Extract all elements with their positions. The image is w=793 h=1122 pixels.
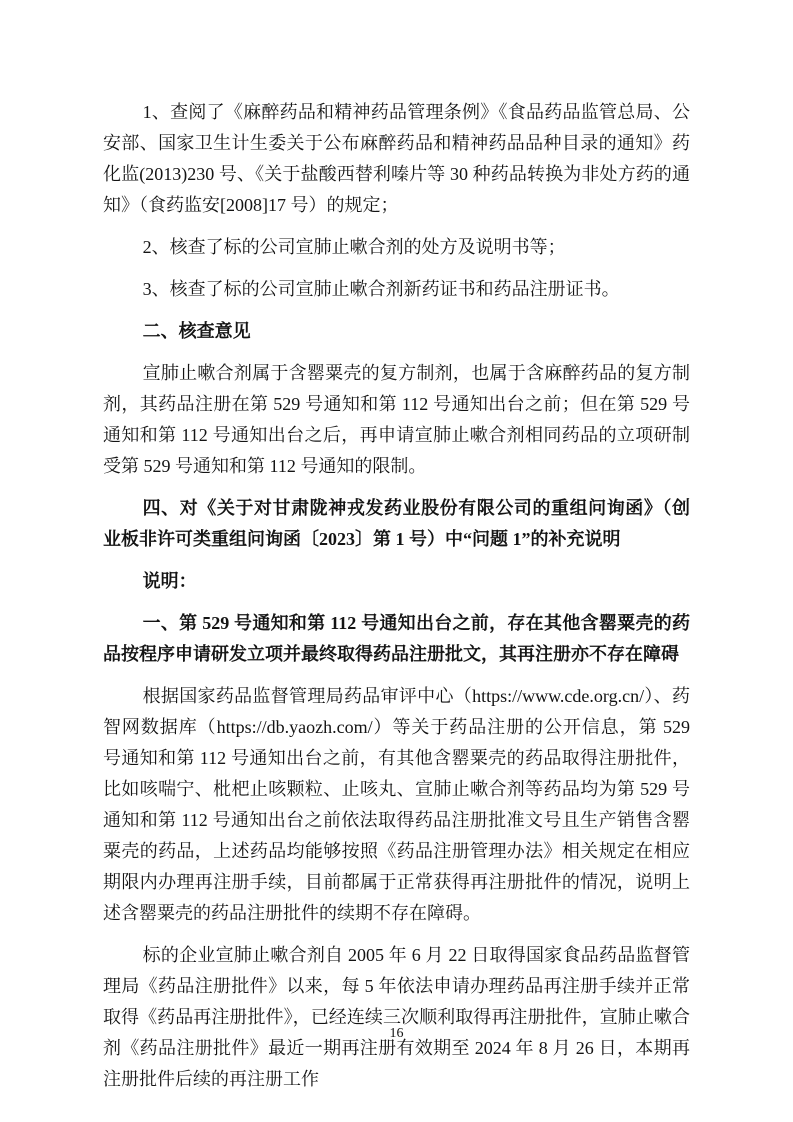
section-heading-verification-opinion: 二、核查意见 — [142, 321, 251, 341]
paragraph-target-company-registration-history: 标的企业宣肺止嗽合剂自 2005 年 6 月 22 日取得国家食品药品监督管理局《药品注册批件》以来，每 5 年依法申请办理药品再注册手续并正常取得《药品再注册批件》，已经连续三次顺利取得再注册批件，宣肺止嗽合剂《药品注册批件》最近一期再注册有效期至 2024 年 8 月 26 日，本期再注册批件后续的再注册工作 — [103, 945, 690, 1089]
paragraph-verification-opinion-body: 宣肺止嗽合剂属于含罂粟壳的复方制剂，也属于含麻醉药品的复方制剂，其药品注册在第 529 号通知和第 112 号通知出台之前；但在第 529 号通知和第 112 号通知出台之后，再申请宣肺止嗽合剂相同药品的立项研制受第 529 号通知和第 112 号通知的限制。 — [103, 363, 690, 476]
list-item-1-reviewed-regulations: 1、查阅了《麻醉药品和精神药品管理条例》《食品药品监管总局、公安部、国家卫生计生委关于公布麻醉药品和精神药品品种目录的通知》药化监(2013)230 号、《关于盐酸西替利嗪片等 30 种药品转换为非处方药的通知》（食药监安[2008]17 号）的规定； — [103, 102, 690, 215]
page-number: 16 — [389, 1026, 404, 1041]
section-heading-pre-notice-registrations: 一、第 529 号通知和第 112 号通知出台之前，存在其他含罂粟壳的药品按程序申请研发立项并最终取得药品注册批文，其再注册亦不存在障碍 — [103, 613, 690, 664]
list-item-3-verified-certificates: 3、核查了标的公司宣肺止嗽合剂新药证书和药品注册证书。 — [142, 279, 620, 299]
list-item-2-verified-prescription: 2、核查了标的公司宣肺止嗽合剂的处方及说明书等； — [142, 237, 566, 257]
subheading-explanation: 说明： — [142, 571, 197, 591]
section-heading-inquiry-letter-supplement: 四、对《关于对甘肃陇神戎发药业股份有限公司的重组问询函》（创业板非许可类重组问询函〔2023〕第 1 号）中“问题 1”的补充说明 — [103, 498, 690, 549]
paragraph-public-registration-info: 根据国家药品监督管理局药品审评中心（https://www.cde.org.cn/）、药智网数据库（https://db.yaozh.com/）等关于药品注册的公开信息，第 529 号通知和第 112 号通知出台之前，有其他含罂粟壳的药品取得注册批件，比如咳喘宁、枇杷止咳颗粒、止咳丸、宣肺止嗽合剂等药品均为第 529 号通知和第 112 号通知出台之前依法取得药品注册批准文号且生产销售含罂粟壳的药品，上述药品均能够按照《药品注册管理办法》相关规定在相应期限内办理再注册手续，目前都属于正常获得再注册批件的情况，说明上述含罂粟壳的药品注册批件的续期不存在障碍。 — [103, 686, 690, 923]
